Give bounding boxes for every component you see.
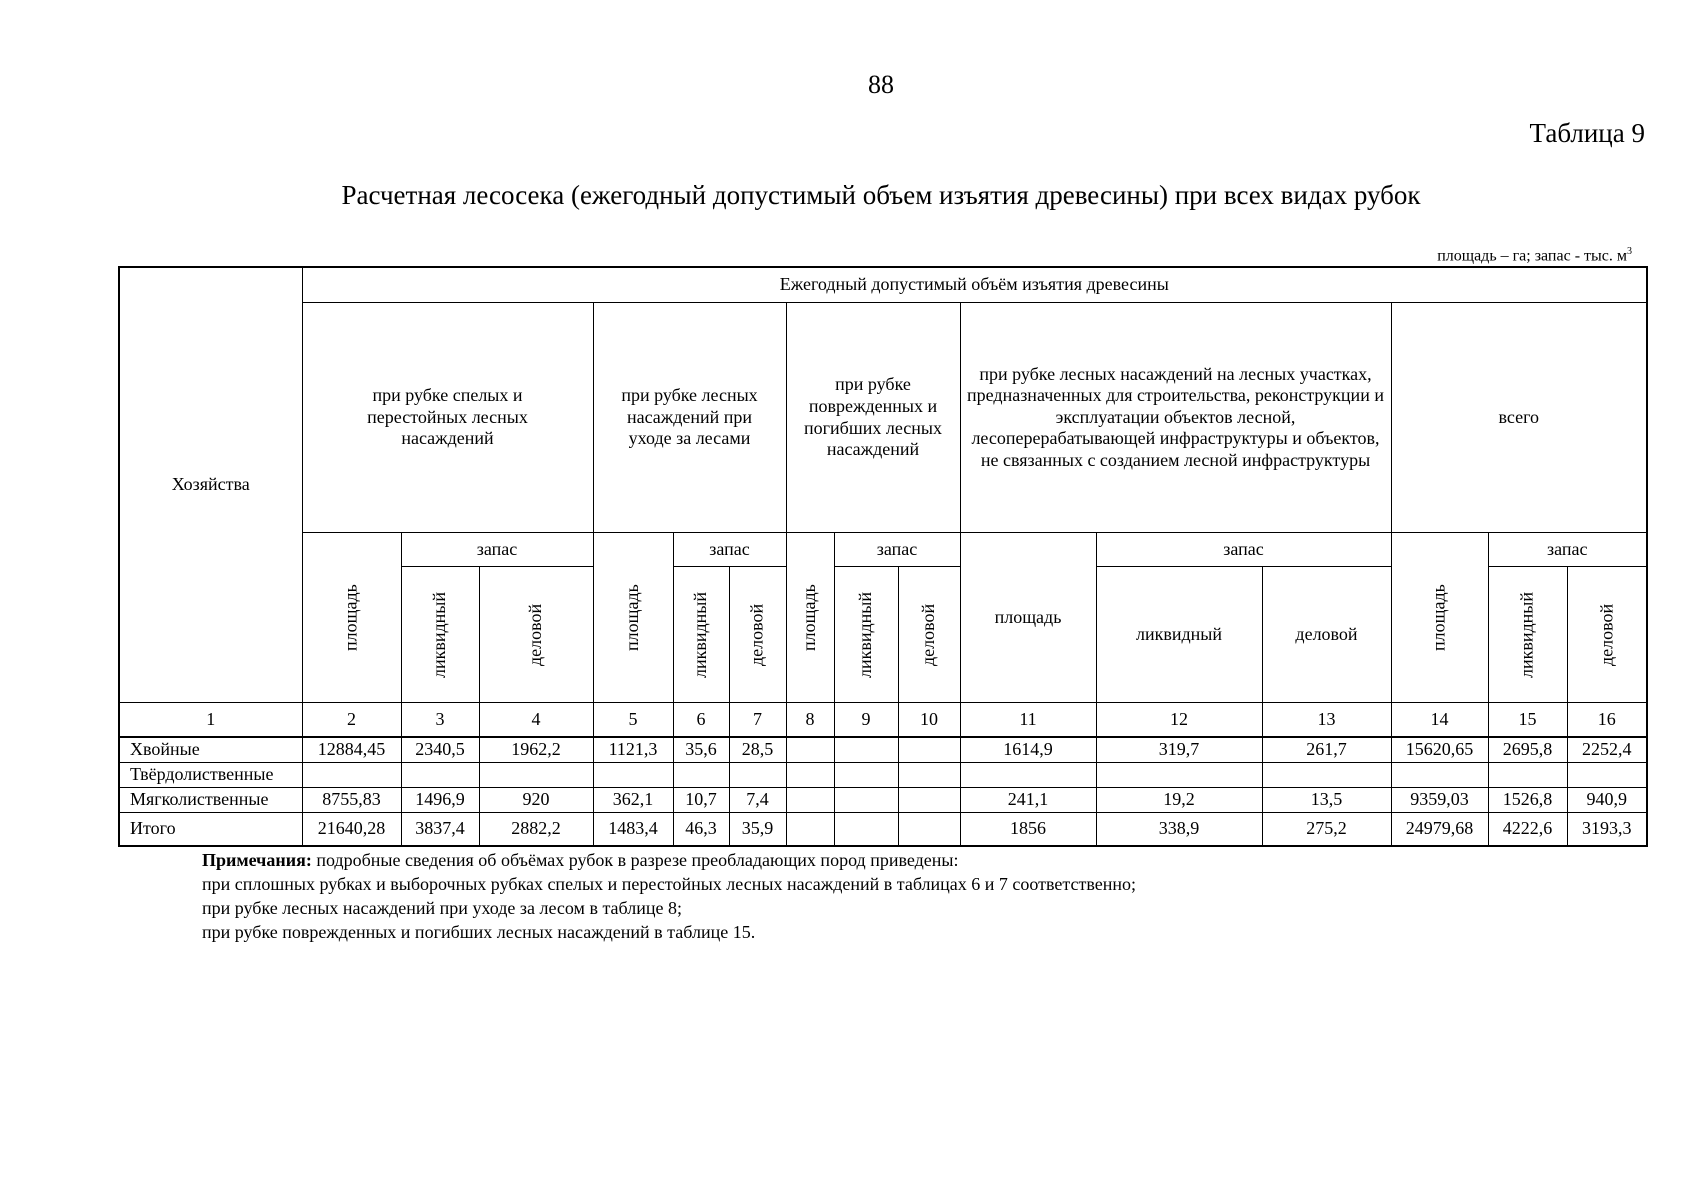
notes-intro: подробные сведения об объёмах рубок в разрезе преобладающих пород приведены: [311, 850, 959, 870]
table-row [119, 763, 1647, 788]
column-number: 1 [119, 703, 302, 738]
row-label: Итого [119, 813, 302, 847]
header-group-damaged [786, 303, 960, 533]
header-stock-3: запас [834, 533, 960, 567]
header-stock-5: запас [1488, 533, 1647, 567]
table-cell [898, 813, 960, 847]
table-cell: 1526,8 [1488, 788, 1567, 813]
table-cell [960, 763, 1096, 788]
header-area-1: площадь [302, 533, 401, 703]
table-cell [834, 763, 898, 788]
header-group-damaged-text: при рубке поврежденных и погибших лесных насаждений [804, 374, 942, 460]
table-cell [729, 763, 786, 788]
table-cell: 2340,5 [401, 737, 479, 763]
column-number: 5 [593, 703, 673, 738]
table-cell: 1121,3 [593, 737, 673, 763]
table-row [119, 737, 1647, 763]
column-number: 9 [834, 703, 898, 738]
table-cell: 2252,4 [1567, 737, 1647, 763]
table-cell [1262, 763, 1391, 788]
table-cell: 28,5 [729, 737, 786, 763]
header-business-3: деловой [898, 567, 960, 703]
table-cell: 1614,9 [960, 737, 1096, 763]
header-business-2: деловой [729, 567, 786, 703]
column-number: 13 [1262, 703, 1391, 738]
table-cell [1567, 763, 1647, 788]
row-label: Хвойные [119, 737, 302, 763]
table-cell [786, 813, 834, 847]
column-number: 16 [1567, 703, 1647, 738]
table-cell: 9359,03 [1391, 788, 1488, 813]
notes-line-1 [202, 848, 1136, 872]
table-cell [1488, 763, 1567, 788]
notes-line-3: при рубке лесных насаждений при уходе за лесом в таблице 8; [202, 898, 682, 918]
table-cell: 4222,6 [1488, 813, 1567, 847]
table-cell: 19,2 [1096, 788, 1262, 813]
table-cell: 241,1 [960, 788, 1096, 813]
table-cell: 1483,4 [593, 813, 673, 847]
header-area-5: площадь [1391, 533, 1488, 703]
header-liquid-2: ликвидный [673, 567, 729, 703]
table-cell [673, 763, 729, 788]
table-body [119, 737, 1647, 846]
table-cell [593, 763, 673, 788]
units-text: площадь – га; запас - тыс. м [1437, 247, 1627, 265]
table-cell: 920 [479, 788, 593, 813]
header-stock-2: запас [673, 533, 786, 567]
table-cell [786, 737, 834, 763]
table-cell [834, 813, 898, 847]
table-cell: 1496,9 [401, 788, 479, 813]
table-cell: 362,1 [593, 788, 673, 813]
table-cell: 261,7 [1262, 737, 1391, 763]
table-cell: 338,9 [1096, 813, 1262, 847]
notes-label: Примечания: [202, 850, 312, 870]
row-label: Мягколиственные [119, 788, 302, 813]
header-group-care-text: при рубке лесных насаждений при уходе за лесами [621, 385, 758, 449]
header-farms: Хозяйства [119, 267, 302, 703]
header-group-mature [302, 303, 593, 533]
header-liquid-3: ликвидный [834, 567, 898, 703]
table-cell: 13,5 [1262, 788, 1391, 813]
table-row [119, 788, 1647, 813]
table-cell: 7,4 [729, 788, 786, 813]
table-cell: 21640,28 [302, 813, 401, 847]
column-number: 14 [1391, 703, 1488, 738]
table-cell: 35,6 [673, 737, 729, 763]
page-number: 88 [868, 70, 894, 99]
table-label: Таблица 9 [1529, 118, 1645, 148]
table-cell [479, 763, 593, 788]
header-group-total: всего [1391, 303, 1647, 533]
table-cell: 3837,4 [401, 813, 479, 847]
table-cell: 15620,65 [1391, 737, 1488, 763]
table-cell [834, 788, 898, 813]
header-group-mature-text: при рубке спелых и перестойных лесных насаждений [367, 385, 528, 449]
column-number: 7 [729, 703, 786, 738]
harvest-table [118, 266, 1648, 847]
table-cell: 35,9 [729, 813, 786, 847]
row-label: Твёрдолиственные [119, 763, 302, 788]
table-cell [401, 763, 479, 788]
header-stock-1: запас [401, 533, 593, 567]
document-title: Расчетная лесосека (ежегодный допустимый объем изъятия древесины) при всех видах рубок [341, 180, 1421, 210]
table-cell [898, 763, 960, 788]
units-note [1437, 246, 1632, 265]
table-cell [786, 763, 834, 788]
table-cell: 12884,45 [302, 737, 401, 763]
column-number: 15 [1488, 703, 1567, 738]
header-group-care [593, 303, 786, 533]
header-area-2: площадь [593, 533, 673, 703]
column-number: 8 [786, 703, 834, 738]
header-business-5: деловой [1567, 567, 1647, 703]
header-liquid-1: ликвидный [401, 567, 479, 703]
table-cell: 46,3 [673, 813, 729, 847]
header-business-1: деловой [479, 567, 593, 703]
table-cell [898, 788, 960, 813]
table-cell: 3193,3 [1567, 813, 1647, 847]
table-cell [834, 737, 898, 763]
column-number: 3 [401, 703, 479, 738]
table-cell: 1856 [960, 813, 1096, 847]
notes [202, 848, 1136, 944]
header-business-4: деловой [1262, 567, 1391, 703]
table-cell: 8755,83 [302, 788, 401, 813]
table-cell: 1962,2 [479, 737, 593, 763]
table-cell [1391, 763, 1488, 788]
table-cell: 24979,68 [1391, 813, 1488, 847]
table-cell [898, 737, 960, 763]
notes-line-4: при рубке поврежденных и погибших лесных насаждений в таблице 15. [202, 922, 756, 942]
table-cell [786, 788, 834, 813]
header-stock-4: запас [1096, 533, 1391, 567]
table-cell: 275,2 [1262, 813, 1391, 847]
column-number: 4 [479, 703, 593, 738]
table-cell [302, 763, 401, 788]
header-area-3: площадь [786, 533, 834, 703]
column-number: 11 [960, 703, 1096, 738]
table-cell: 10,7 [673, 788, 729, 813]
header-liquid-5: ликвидный [1488, 567, 1567, 703]
header-main: Ежегодный допустимый объём изъятия древесины [302, 267, 1647, 303]
column-number-row [119, 703, 1647, 738]
table-cell: 2882,2 [479, 813, 593, 847]
notes-line-2: при сплошных рубках и выборочных рубках спелых и перестойных лесных насаждений в таблицах 6 и 7 соответственно; [202, 874, 1136, 894]
table-cell: 2695,8 [1488, 737, 1567, 763]
table-cell: 319,7 [1096, 737, 1262, 763]
column-number: 2 [302, 703, 401, 738]
header-group-infrastructure-text: при рубке лесных насаждений на лесных участках, предназначенных для строительства, реконструкции и эксплуатации объектов лесной, лесоперерабатывающей инфраструктуры и объектов, не связанных с созданием лесной инфраструктуры [967, 363, 1384, 470]
column-number: 12 [1096, 703, 1262, 738]
header-area-4: площадь [960, 533, 1096, 703]
header-liquid-4: ликвидный [1096, 567, 1262, 703]
column-number: 10 [898, 703, 960, 738]
table-cell: 940,9 [1567, 788, 1647, 813]
table-row [119, 813, 1647, 847]
units-superscript: 3 [1627, 246, 1632, 257]
column-number: 6 [673, 703, 729, 738]
table-cell [1096, 763, 1262, 788]
header-group-infrastructure [960, 303, 1391, 533]
